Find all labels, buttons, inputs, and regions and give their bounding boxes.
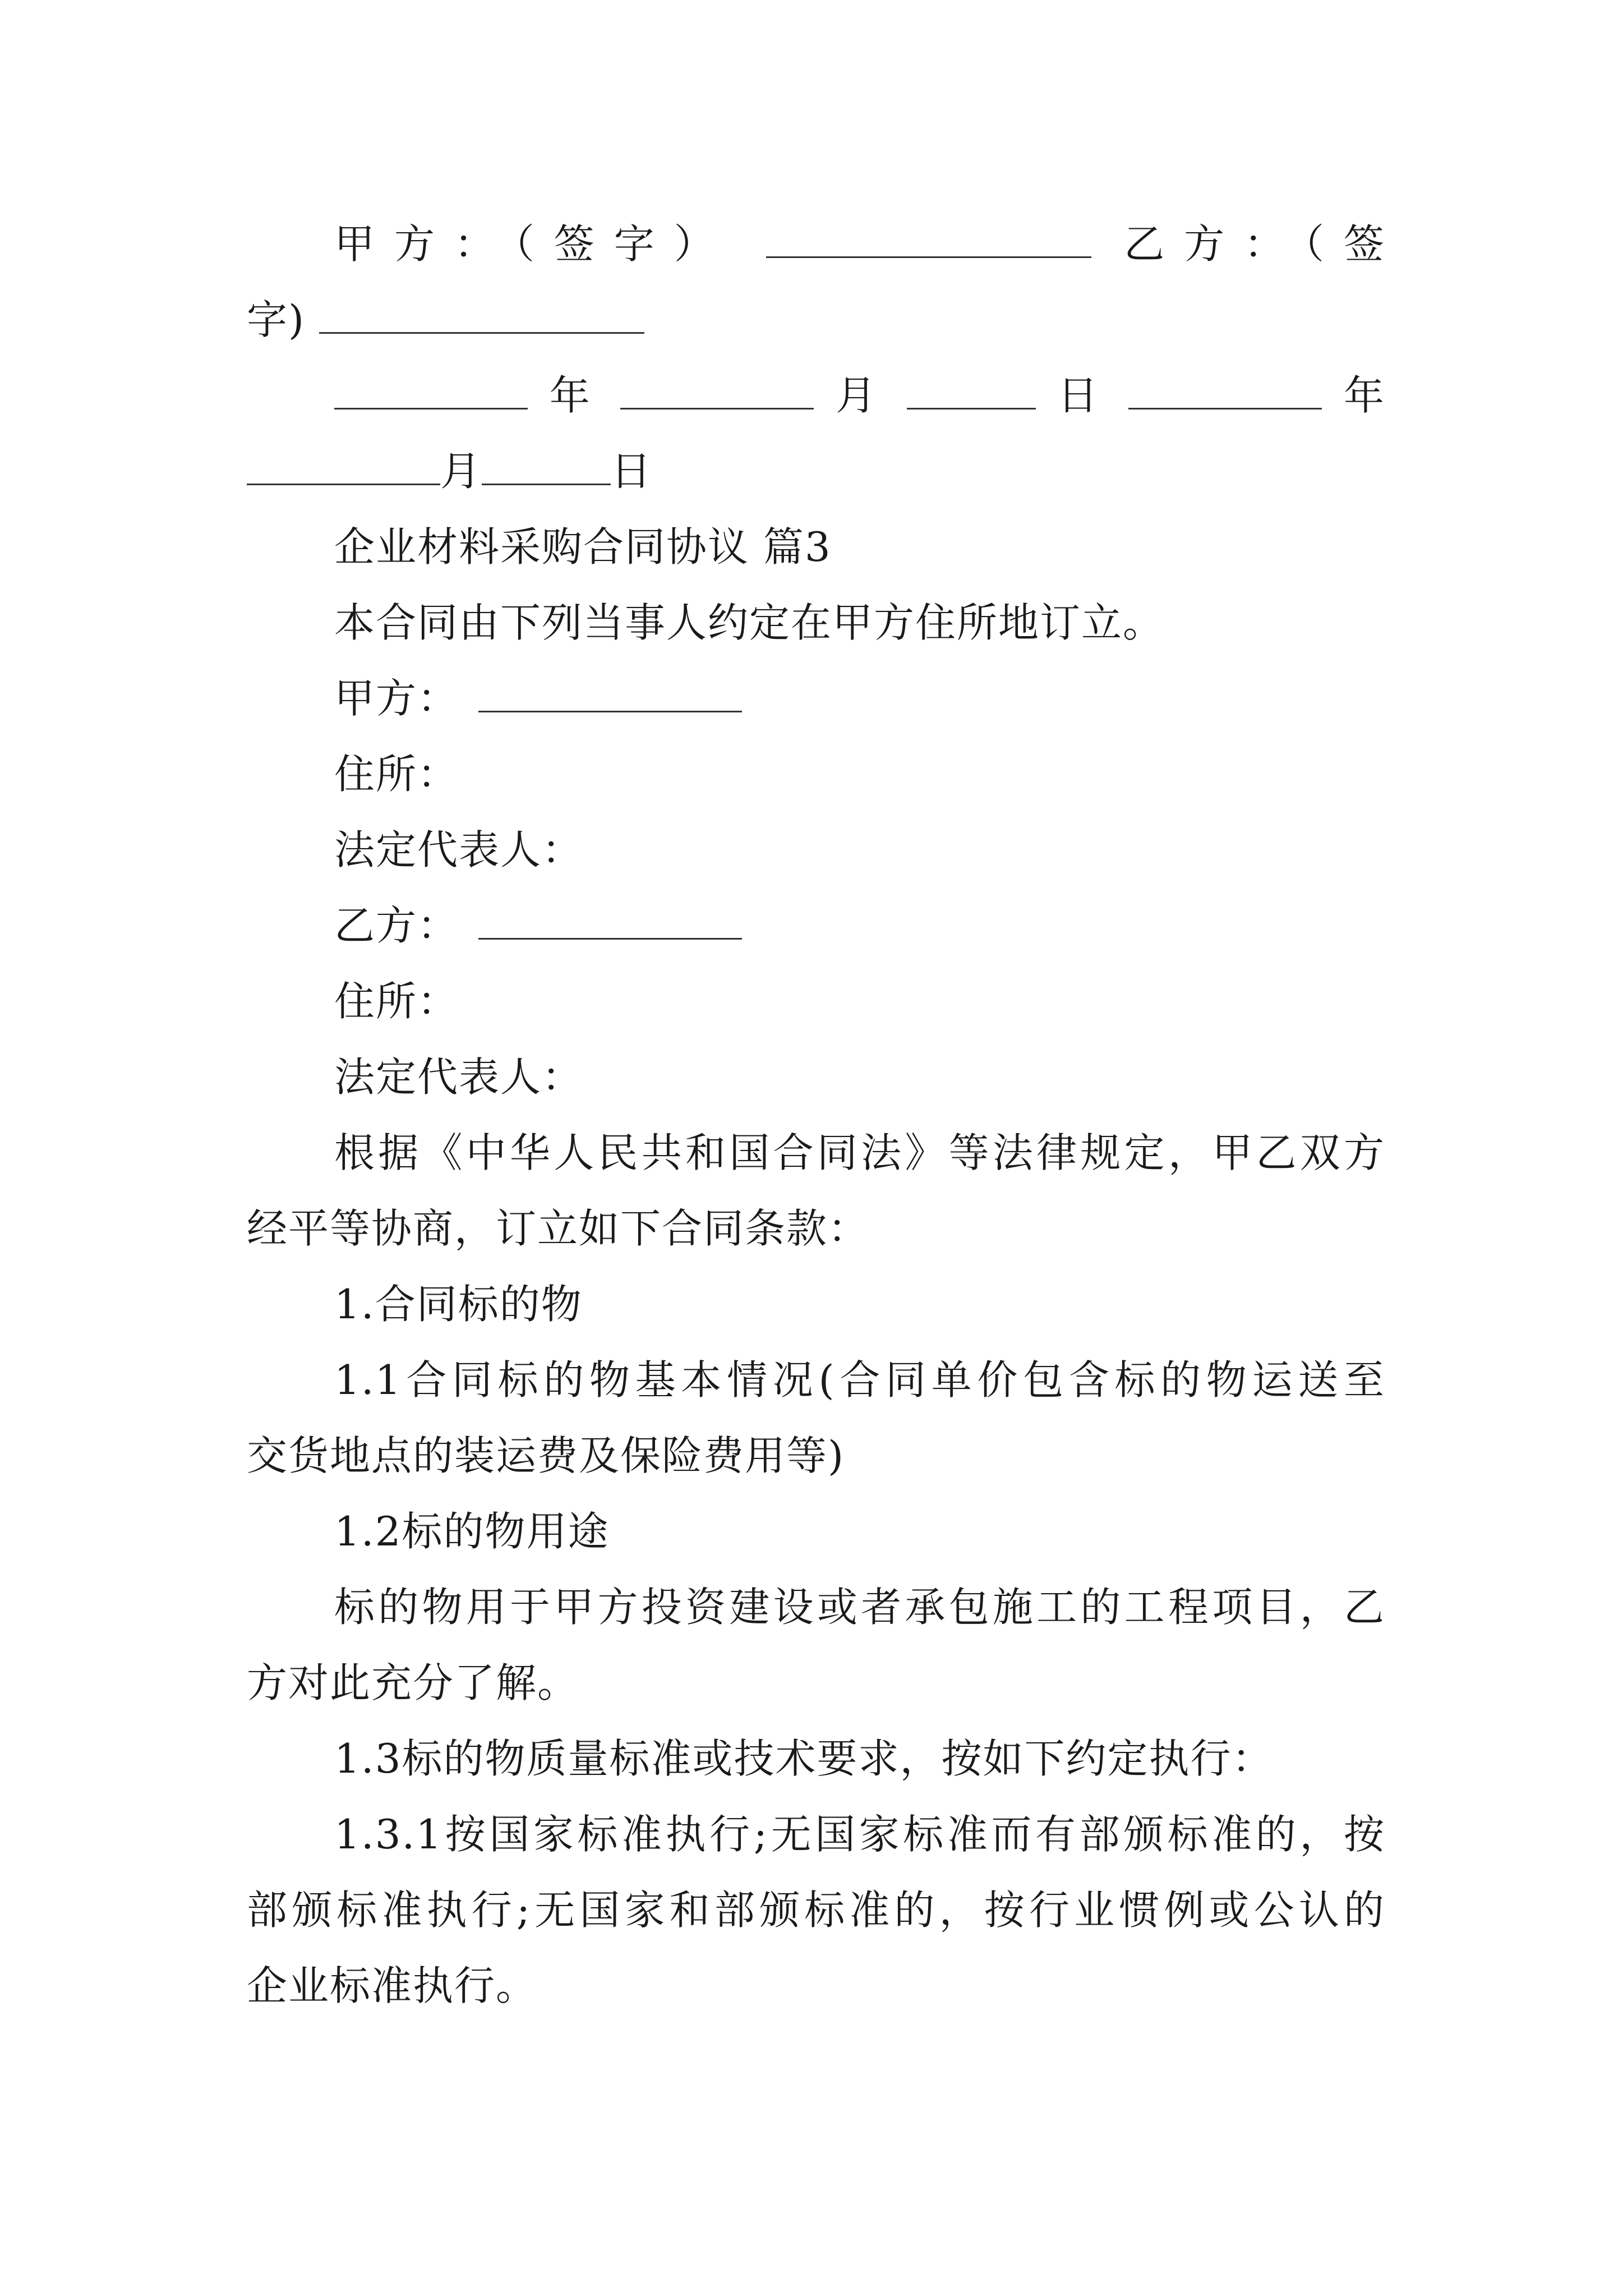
intro-paragraph: 本合同由下列当事人约定在甲方住所地订立。	[334, 599, 1165, 646]
date-line	[334, 362, 1385, 429]
signature-line-cont	[247, 286, 1385, 353]
party-a-representative: 法定代表人：	[334, 826, 584, 873]
day-a-label: 日	[1057, 372, 1107, 419]
year-b-label: 年	[1343, 372, 1385, 419]
year-a-blank	[334, 370, 528, 409]
signature-line-parties	[334, 210, 1385, 278]
clause-1-2-heading: 1.2标的物用途	[334, 1508, 610, 1555]
party-a-address: 住所：	[334, 751, 459, 798]
day-a-blank	[907, 370, 1036, 409]
month-b-label: 月	[440, 448, 482, 495]
party-a-label: 甲方：	[334, 675, 459, 722]
party-a-line	[334, 665, 1385, 732]
section-heading: 企业材料采购合同协议 篇3	[334, 523, 832, 570]
party-b-sign-label-cont: 字)	[247, 296, 306, 343]
clause-1-heading: 1.合同标的物	[334, 1281, 583, 1328]
party-b-line	[334, 892, 1385, 959]
party-b-address: 住所：	[334, 978, 459, 1025]
party-b-signature-blank	[319, 294, 644, 334]
clause-1-3-1-line2: 部颁标准执行;无国家和部颁标准的，按行业惯例或公认的	[247, 1887, 1385, 1934]
clause-1-2-body-line1: 标的物用于甲方投资建设或者承包施工的工程项目，乙	[334, 1584, 1385, 1631]
date-line-cont	[247, 438, 1385, 505]
clause-1-1-line1: 1.1合同标的物基本情况(合同单价包含标的物运送至	[334, 1356, 1385, 1404]
party-b-name-blank	[478, 900, 742, 940]
party-b-representative: 法定代表人：	[334, 1053, 584, 1101]
party-a-sign-label: 甲方：（签字）	[334, 220, 734, 268]
party-b-sign-label: 乙方：（签	[1124, 220, 1385, 268]
clause-1-1-line2: 交货地点的装运费及保险费用等)	[247, 1432, 845, 1479]
clause-1-2-body-line2: 方对此充分了解。	[247, 1659, 579, 1706]
day-b-label: 日	[611, 448, 653, 495]
year-b-blank	[1128, 370, 1322, 409]
clause-1-3-1-line3: 企业标准执行。	[247, 1962, 538, 2009]
day-b-blank	[482, 445, 611, 485]
basis-paragraph-line2: 经平等协商，订立如下合同条款：	[247, 1205, 870, 1252]
month-a-blank	[620, 370, 814, 409]
year-a-label: 年	[549, 372, 599, 419]
month-b-blank	[247, 445, 440, 485]
clause-1-3: 1.3标的物质量标准或技术要求，按如下约定执行：	[334, 1735, 1274, 1782]
party-b-label: 乙方：	[334, 902, 459, 949]
month-a-label: 月	[836, 372, 886, 419]
party-a-signature-blank	[766, 218, 1091, 258]
clause-1-3-1-line1: 1.3.1按国家标准执行;无国家标准而有部颁标准的，按	[334, 1811, 1385, 1858]
party-a-name-blank	[478, 673, 742, 712]
basis-paragraph-line1: 根据《中华人民共和国合同法》等法律规定，甲乙双方	[334, 1129, 1385, 1176]
